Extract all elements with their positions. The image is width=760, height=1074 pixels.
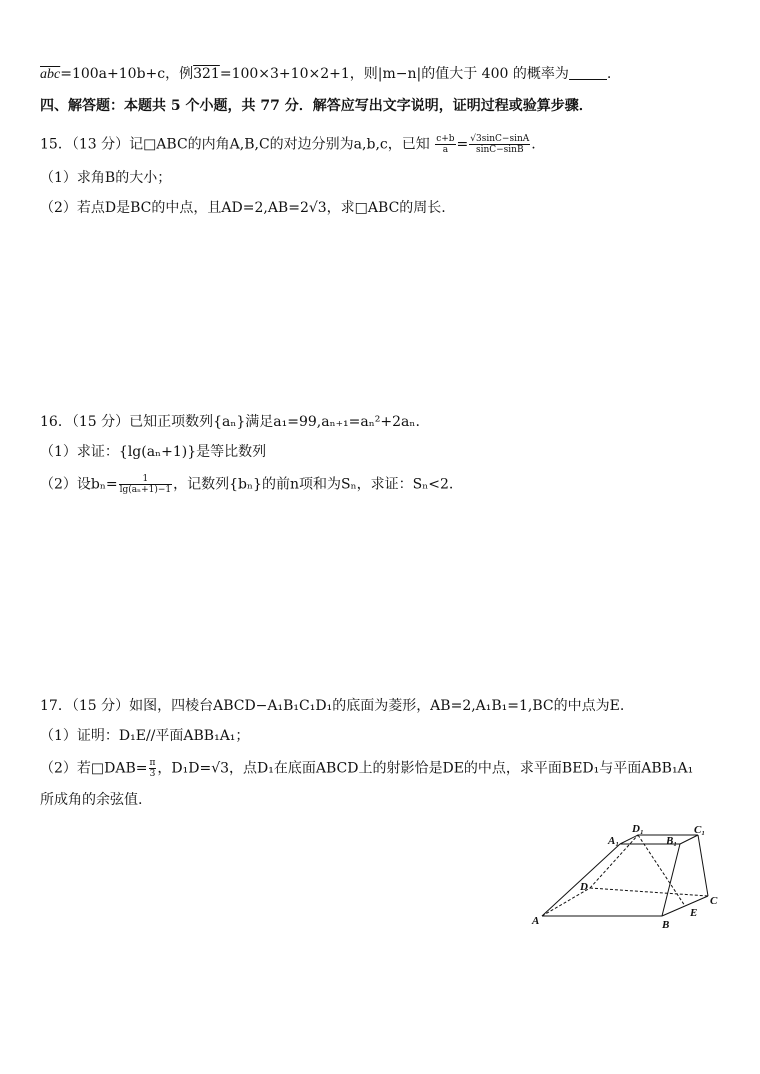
q16-part2-suffix: ，记数列{bₙ}的前n项和为Sₙ，求证：Sₙ<2. xyxy=(173,476,454,493)
label-A1: A₁ xyxy=(608,835,620,847)
line-top-end: . xyxy=(606,66,612,82)
line-top-part1: =100a+10b+c，例 xyxy=(60,66,194,82)
q15-fraction-left xyxy=(435,134,455,155)
q15-fraction-right xyxy=(469,134,530,155)
q15-frac-right-num: √3sinC−sinA xyxy=(470,134,530,144)
q17-fraction xyxy=(149,758,157,779)
q17-part2-suffix: ，D₁D=√3，点D₁在底面ABCD上的射影恰是DE的中点，求平面BED₁与平面ABB₁A₁ xyxy=(157,760,694,777)
q15-stem xyxy=(40,134,536,155)
q17-part1: （1）证明：D₁E//平面ABB₁A₁； xyxy=(40,728,250,744)
q15-eq: = xyxy=(456,136,469,153)
edge-BB1 xyxy=(662,844,680,916)
overline-321: 321 xyxy=(193,66,220,82)
q15-stem-text: 15．（13 分）记□ABC的内角A,B,C的对边分别为a,b,c，已知 xyxy=(40,136,430,153)
edge-A1D1 xyxy=(620,835,638,844)
edge-B1C1 xyxy=(680,835,698,844)
q16-part2 xyxy=(40,474,453,495)
label-D: D xyxy=(580,881,588,893)
segment-D1E xyxy=(638,835,685,906)
label-C1: C₁ xyxy=(694,824,706,836)
label-D1: D₁ xyxy=(632,823,644,835)
q15-frac-right-den: sinC−sinB xyxy=(475,145,524,155)
label-E: E xyxy=(690,907,698,919)
line-top-part2: =100×3+10×2+1，则|m−n|的值大于 400 的概率为 xyxy=(219,66,569,82)
section-header: 四、解答题：本题共 5 个小题，共 77 分．解答应写出文字说明，证明过程或验算步骤． xyxy=(40,98,593,114)
q17-stem: 17．（15 分）如图，四棱台ABCD−A₁B₁C₁D₁的底面为菱形，AB=2,A₁B₁=1,BC的中点为E. xyxy=(40,698,625,714)
q15-frac-left-num: c+b xyxy=(436,134,455,144)
q17-part2-cont: 所成角的余弦值. xyxy=(40,792,143,808)
q15-frac-left-den: a xyxy=(442,145,449,155)
q16-fraction xyxy=(119,474,172,495)
q16-frac-num: 1 xyxy=(119,474,172,485)
continued-question-line xyxy=(40,64,611,85)
edge-DC xyxy=(590,888,708,896)
q17-frac-den: 3 xyxy=(149,769,156,779)
label-B: B xyxy=(662,919,670,931)
q17-frac-num: π xyxy=(149,758,156,768)
q16-stem: 16．（15 分）已知正项数列{aₙ}满足a₁=99,aₙ₊₁=aₙ²+2aₙ. xyxy=(40,414,420,430)
label-A: A xyxy=(532,915,540,927)
q17-part2-prefix: （2）若□DAB= xyxy=(40,760,148,777)
q16-frac-den: lg(aₙ+1)−1 xyxy=(119,485,172,495)
answer-blank[interactable] xyxy=(569,65,607,80)
label-B1: B₁ xyxy=(666,835,678,847)
overline-abc: $\overline{abc}$ xyxy=(40,67,61,82)
q15-end: . xyxy=(531,136,536,153)
q16-part1: （1）求证：{lg(aₙ+1)}是等比数列 xyxy=(40,444,267,460)
edge-AA1 xyxy=(542,844,620,916)
frustum-figure xyxy=(530,818,730,934)
label-C: C xyxy=(710,895,718,907)
q15-part1: （1）求角B的大小； xyxy=(40,170,172,186)
q17-part2 xyxy=(40,758,693,779)
edge-CC1 xyxy=(698,835,708,896)
q16-part2-prefix: （2）设bₙ= xyxy=(40,476,118,493)
q15-part2: （2）若点D是BC的中点，且AD=2,AB=2√3，求□ABC的周长. xyxy=(40,200,446,216)
